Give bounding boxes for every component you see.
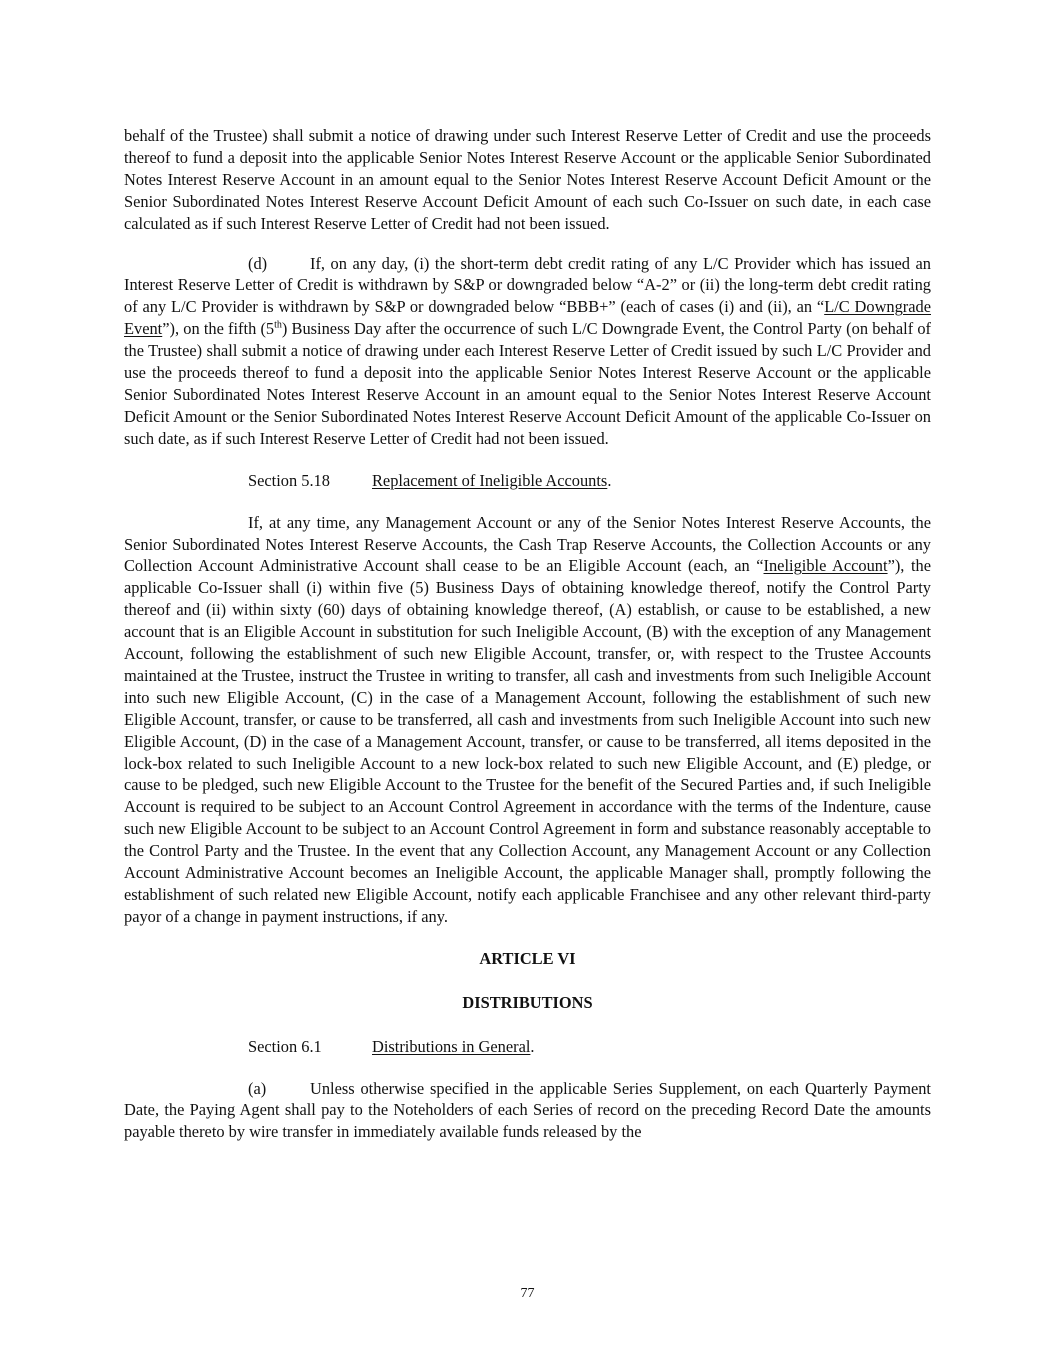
page-number: 77 (520, 1286, 535, 1301)
section-title: Distributions in General (372, 1036, 531, 1056)
paragraph-d-text-after: ) Business Day after the occurrence of such L/C Downgrade Event, the Control Party (on behalf of the Trustee) shall submit a notice of drawing under each Interest Reserve Letter of Credit issued by such L/C Provider and use the proceeds thereof to fund a deposit into the applicable Senior Notes Interest Reserve Account or the applicable Senior Subordinated Notes Interest Reserve Account in an amount equal to the Senior Notes Interest Reserve Account Deficit Amount or the Senior Subordinated Notes Interest Reserve Account Deficit Amount of the applicable Co-Issuer on such date, as if such Interest Reserve Letter of Credit had not been issued. (124, 319, 932, 448)
section-heading-6-1 (124, 1036, 931, 1058)
article-title: DISTRIBUTIONS (462, 992, 593, 1012)
clause-label-a: (a) (248, 1078, 267, 1098)
section-title: Replacement of Ineligible Accounts (372, 470, 608, 490)
section-heading-5-18 (124, 470, 931, 492)
paragraph-d-text-before: If, on any day, (i) the short-term debt credit rating of any L/C Provider which has issued an Interest Reserve Letter of Credit is withdrawn by S&P or downgraded below “A-2” or (ii) the long-term debt credit rating of any L/C Provider is withdrawn by S&P or downgraded below “BBB+” (each of cases (i) and (ii), an “ (124, 253, 931, 317)
paragraph-d-text-mid: ”), on the fifth (5 (162, 319, 275, 339)
defined-term-lc-downgrade-event: L/C Downgrade Event (124, 297, 931, 339)
document-page (124, 125, 931, 1163)
section-number: Section 5.18 (248, 470, 330, 490)
clause-label-d: (d) (248, 253, 268, 273)
ordinal-superscript: th (274, 319, 282, 331)
paragraph-a-text: Unless otherwise specified in the applicable Series Supplement, on each Quarterly Payment Date, the Paying Agent shall pay to the Noteholders of each Series of record on the preceding Record Date the amounts payable thereto by wire transfer in immediately available funds released by the (124, 1078, 931, 1142)
defined-term-ineligible-account: Ineligible Account (763, 556, 888, 576)
paragraph-d (124, 253, 931, 450)
section-number: Section 6.1 (248, 1036, 322, 1056)
paragraph-a (124, 1078, 931, 1144)
paragraph-section-5-18 (124, 512, 931, 928)
section-title-period: . (607, 470, 612, 490)
article-number: ARTICLE VI (479, 948, 576, 968)
section-title-period: . (530, 1036, 535, 1056)
paragraph-518-text-after: ”), the applicable Co-Issuer shall (i) within five (5) Business Days of obtaining knowledge thereof, notify the Control Party thereof and (ii) within sixty (60) days of obtaining knowledge thereof, (A) establish, or cause to be established, a new account that is an Eligible Account in substitution for such Ineligible Account, (B) with the exception of any Management Account, following the establishment of such new Eligible Account, transfer, or, with respect to the Trustee Accounts maintained at the Trustee, instruct the Trustee in writing to transfer, all cash and investments from such Ineligible Account into such new Eligible Account, (C) in the case of a Management Account, following the establishment of such new Eligible Account, transfer, or cause to be transferred, all cash and investments from such Ineligible Account into such new Eligible Account, (D) in the case of a Management Account, transfer, or cause to be transferred, all items deposited in the lock-box related to such Ineligible Account to a new lock-box related to such new Eligible Account, and (E) pledge, or cause to be pledged, such new Eligible Account to the Trustee for the benefit of the Secured Parties and, if such Ineligible Account is required to be subject to an Account Control Agreement in accordance with the terms of the Indenture, cause such new Eligible Account to be subject to an Account Control Agreement in form and substance reasonably acceptable to the Control Party and the Trustee. In the event that any Collection Account, any Management Account or any Collection Account Administrative Account becomes an Ineligible Account, the applicable Manager shall, promptly following the establishment of such related new Eligible Account, notify each applicable Franchisee and any other relevant third-party payor of a change in payment instructions, if any. (124, 556, 932, 926)
paragraph-continuation: behalf of the Trustee) shall submit a notice of drawing under such Interest Reserve Letter of Credit and use the proceeds thereof to fund a deposit into the applicable Senior Notes Interest Reserve Account or the applicable Senior Subordinated Notes Interest Reserve Account in an amount equal to the Senior Notes Interest Reserve Account Deficit Amount or the Senior Subordinated Notes Interest Reserve Account Deficit Amount of each such Co-Issuer on such date, in each case calculated as if such Interest Reserve Letter of Credit had not been issued. (124, 126, 931, 233)
paragraph-518-text-before: If, at any time, any Management Account or any of the Senior Notes Interest Reserve Accounts, the Senior Subordinated Notes Interest Reserve Accounts, the Cash Trap Reserve Accounts, the Collection Accounts or any Collection Account Administrative Account shall cease to be an Eligible Account (each, an “ (124, 512, 931, 576)
